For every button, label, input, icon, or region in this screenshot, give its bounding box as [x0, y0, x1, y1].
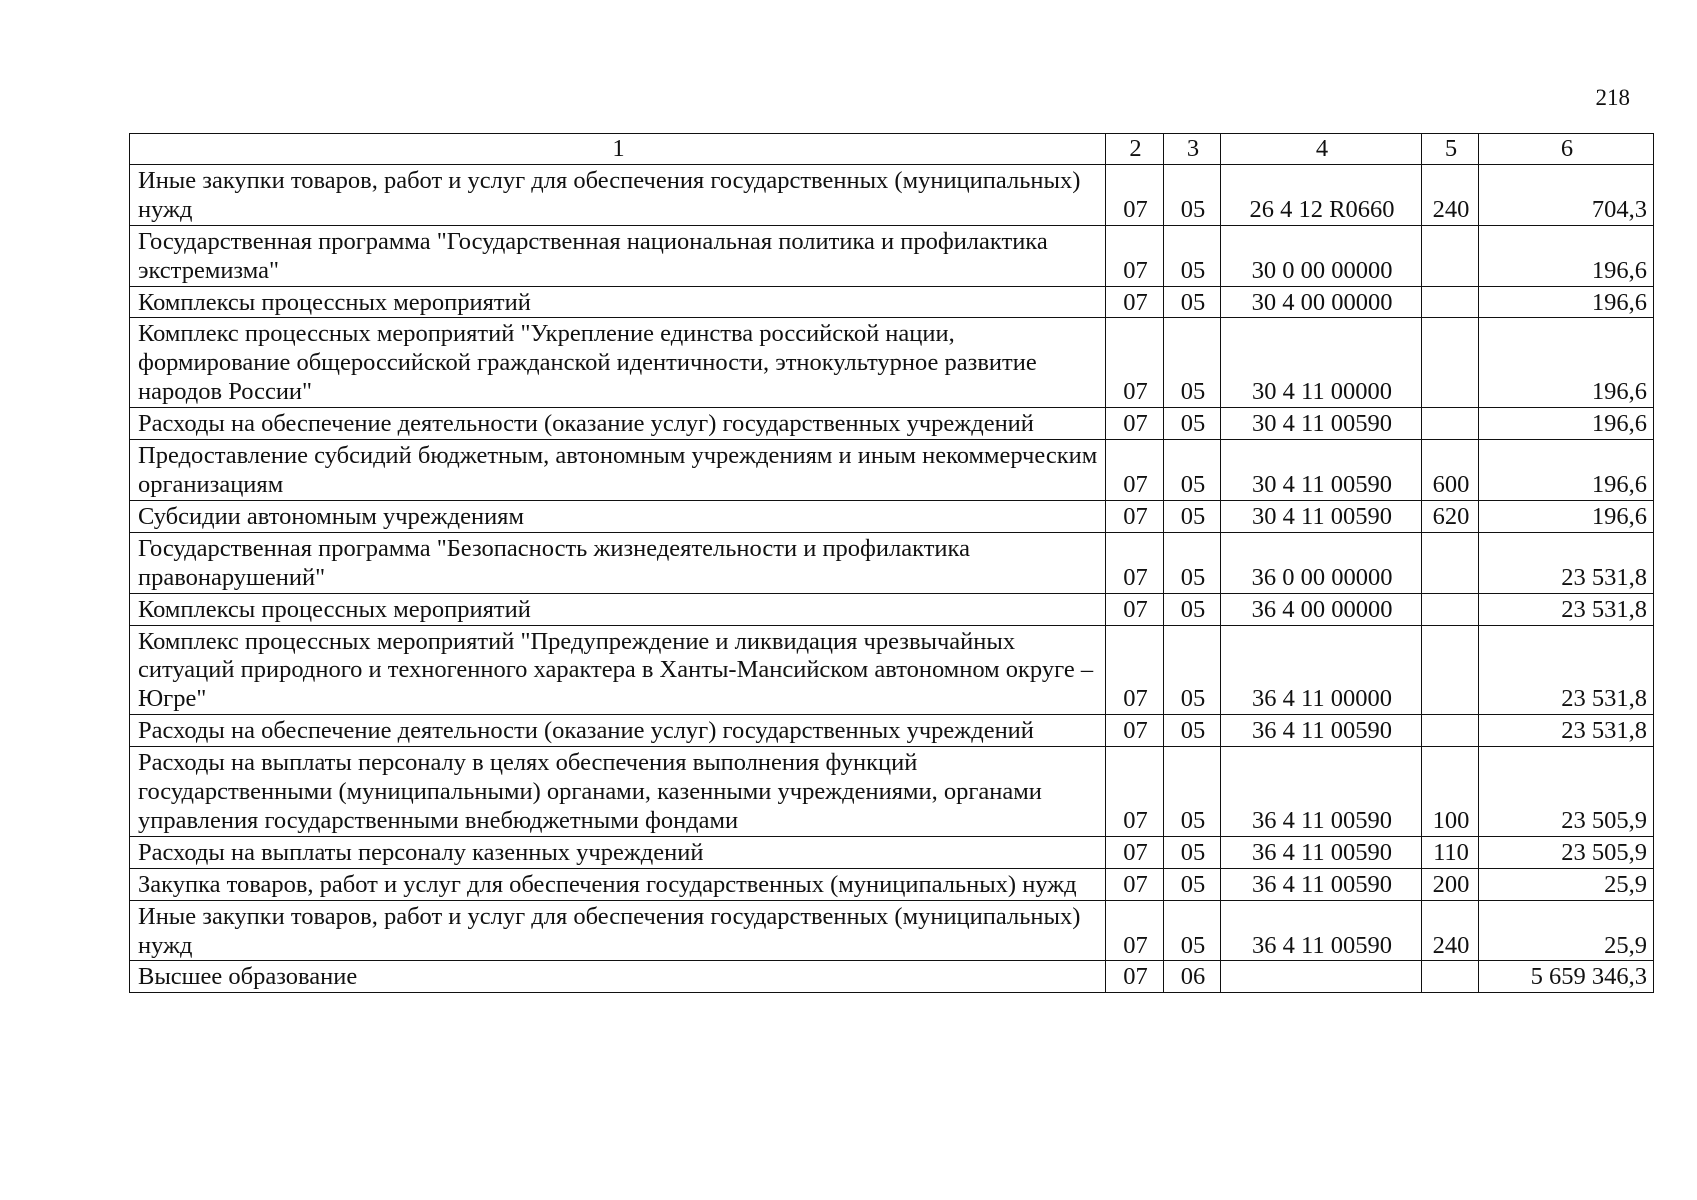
- table-body: [130, 164, 1654, 992]
- row-expense-type: 240: [1422, 164, 1479, 225]
- table-row: [130, 900, 1654, 961]
- row-name: Расходы на обеспечение деятельности (оказание услуг) государственных учреждений: [130, 408, 1106, 440]
- row-name: Комплексы процессных мероприятий: [130, 286, 1106, 318]
- row-name: Иные закупки товаров, работ и услуг для обеспечения государственных (муниципальных) нужд: [130, 164, 1106, 225]
- row-subsection: 05: [1164, 715, 1221, 747]
- row-section: 07: [1106, 318, 1164, 408]
- row-amount: 25,9: [1479, 868, 1654, 900]
- row-subsection: 05: [1164, 164, 1221, 225]
- table-row: [130, 836, 1654, 868]
- row-target-code: 30 4 00 00000: [1221, 286, 1422, 318]
- header-col-3: 3: [1164, 134, 1221, 165]
- header-col-6: 6: [1479, 134, 1654, 165]
- row-expense-type: [1422, 408, 1479, 440]
- row-name: Предоставление субсидий бюджетным, автономным учреждениям и иным некоммерческим организациям: [130, 440, 1106, 501]
- row-target-code: 30 4 11 00000: [1221, 318, 1422, 408]
- row-subsection: 05: [1164, 593, 1221, 625]
- row-target-code: 36 0 00 00000: [1221, 532, 1422, 593]
- row-target-code: 36 4 11 00590: [1221, 715, 1422, 747]
- row-name: Иные закупки товаров, работ и услуг для обеспечения государственных (муниципальных) нужд: [130, 900, 1106, 961]
- header-col-5: 5: [1422, 134, 1479, 165]
- row-amount: 23 531,8: [1479, 532, 1654, 593]
- row-section: 07: [1106, 532, 1164, 593]
- row-expense-type: 600: [1422, 440, 1479, 501]
- row-section: 07: [1106, 164, 1164, 225]
- row-section: 07: [1106, 747, 1164, 837]
- row-subsection: 05: [1164, 225, 1221, 286]
- header-col-1: 1: [130, 134, 1106, 165]
- table-row: [130, 318, 1654, 408]
- row-target-code: [1221, 961, 1422, 993]
- row-amount: 23 505,9: [1479, 836, 1654, 868]
- row-subsection: 06: [1164, 961, 1221, 993]
- row-target-code: 36 4 11 00000: [1221, 625, 1422, 715]
- row-expense-type: 240: [1422, 900, 1479, 961]
- table-row: [130, 500, 1654, 532]
- header-row: [130, 134, 1654, 165]
- row-name: Расходы на выплаты персоналу казенных учреждений: [130, 836, 1106, 868]
- row-amount: 5 659 346,3: [1479, 961, 1654, 993]
- table-header: [130, 134, 1654, 165]
- row-amount: 25,9: [1479, 900, 1654, 961]
- row-amount: 23 531,8: [1479, 593, 1654, 625]
- row-subsection: 05: [1164, 625, 1221, 715]
- row-name: Высшее образование: [130, 961, 1106, 993]
- row-name: Государственная программа "Государственная национальная политика и профилактика экстремизма": [130, 225, 1106, 286]
- row-expense-type: 100: [1422, 747, 1479, 837]
- row-target-code: 30 0 00 00000: [1221, 225, 1422, 286]
- table-row: [130, 286, 1654, 318]
- row-section: 07: [1106, 500, 1164, 532]
- row-expense-type: [1422, 318, 1479, 408]
- row-section: 07: [1106, 408, 1164, 440]
- header-col-4: 4: [1221, 134, 1422, 165]
- page-number: 218: [1595, 85, 1630, 110]
- row-name: Расходы на обеспечение деятельности (оказание услуг) государственных учреждений: [130, 715, 1106, 747]
- row-subsection: 05: [1164, 408, 1221, 440]
- row-amount: 196,6: [1479, 318, 1654, 408]
- table-row: [130, 225, 1654, 286]
- row-expense-type: [1422, 715, 1479, 747]
- row-target-code: 30 4 11 00590: [1221, 440, 1422, 501]
- row-amount: 23 505,9: [1479, 747, 1654, 837]
- table-row: [130, 715, 1654, 747]
- row-target-code: 36 4 11 00590: [1221, 747, 1422, 837]
- row-name: Комплекс процессных мероприятий "Укрепление единства российской нации, формирование общероссийской гражданской идентичности, этнокультурное развитие народов России": [130, 318, 1106, 408]
- table-row: [130, 625, 1654, 715]
- row-target-code: 30 4 11 00590: [1221, 408, 1422, 440]
- row-name: Субсидии автономным учреждениям: [130, 500, 1106, 532]
- row-section: 07: [1106, 440, 1164, 501]
- row-amount: 196,6: [1479, 286, 1654, 318]
- table-row: [130, 164, 1654, 225]
- row-expense-type: 200: [1422, 868, 1479, 900]
- row-name: Комплексы процессных мероприятий: [130, 593, 1106, 625]
- row-section: 07: [1106, 625, 1164, 715]
- table-row: [130, 532, 1654, 593]
- row-expense-type: [1422, 961, 1479, 993]
- row-expense-type: [1422, 225, 1479, 286]
- table-row: [130, 593, 1654, 625]
- table-row: [130, 868, 1654, 900]
- row-target-code: 26 4 12 R0660: [1221, 164, 1422, 225]
- row-amount: 196,6: [1479, 408, 1654, 440]
- row-name: Комплекс процессных мероприятий "Предупреждение и ликвидация чрезвычайных ситуаций природного и техногенного характера в Ханты-Мансийском автономном округе – Югре": [130, 625, 1106, 715]
- row-target-code: 30 4 11 00590: [1221, 500, 1422, 532]
- row-amount: 23 531,8: [1479, 625, 1654, 715]
- row-section: 07: [1106, 836, 1164, 868]
- row-expense-type: 110: [1422, 836, 1479, 868]
- row-target-code: 36 4 11 00590: [1221, 900, 1422, 961]
- table-row: [130, 747, 1654, 837]
- row-name: Расходы на выплаты персоналу в целях обеспечения выполнения функций государственными (муниципальными) органами, казенными учреждениями, органами управления государственными внебюджетными фондами: [130, 747, 1106, 837]
- row-subsection: 05: [1164, 836, 1221, 868]
- row-section: 07: [1106, 715, 1164, 747]
- row-target-code: 36 4 11 00590: [1221, 868, 1422, 900]
- row-subsection: 05: [1164, 868, 1221, 900]
- row-subsection: 05: [1164, 318, 1221, 408]
- row-section: 07: [1106, 868, 1164, 900]
- row-subsection: 05: [1164, 747, 1221, 837]
- row-section: 07: [1106, 961, 1164, 993]
- row-subsection: 05: [1164, 286, 1221, 318]
- table-row: [130, 961, 1654, 993]
- row-target-code: 36 4 00 00000: [1221, 593, 1422, 625]
- row-expense-type: [1422, 625, 1479, 715]
- row-amount: 704,3: [1479, 164, 1654, 225]
- row-subsection: 05: [1164, 532, 1221, 593]
- row-target-code: 36 4 11 00590: [1221, 836, 1422, 868]
- row-expense-type: [1422, 593, 1479, 625]
- row-amount: 196,6: [1479, 225, 1654, 286]
- row-expense-type: [1422, 532, 1479, 593]
- budget-table: [129, 133, 1654, 993]
- row-subsection: 05: [1164, 500, 1221, 532]
- row-subsection: 05: [1164, 440, 1221, 501]
- row-section: 07: [1106, 593, 1164, 625]
- row-expense-type: [1422, 286, 1479, 318]
- table-row: [130, 440, 1654, 501]
- row-section: 07: [1106, 225, 1164, 286]
- table-row: [130, 408, 1654, 440]
- row-section: 07: [1106, 900, 1164, 961]
- header-col-2: 2: [1106, 134, 1164, 165]
- row-amount: 23 531,8: [1479, 715, 1654, 747]
- row-amount: 196,6: [1479, 440, 1654, 501]
- row-section: 07: [1106, 286, 1164, 318]
- row-subsection: 05: [1164, 900, 1221, 961]
- row-expense-type: 620: [1422, 500, 1479, 532]
- row-amount: 196,6: [1479, 500, 1654, 532]
- row-name: Закупка товаров, работ и услуг для обеспечения государственных (муниципальных) нужд: [130, 868, 1106, 900]
- row-name: Государственная программа "Безопасность жизнедеятельности и профилактика правонарушений": [130, 532, 1106, 593]
